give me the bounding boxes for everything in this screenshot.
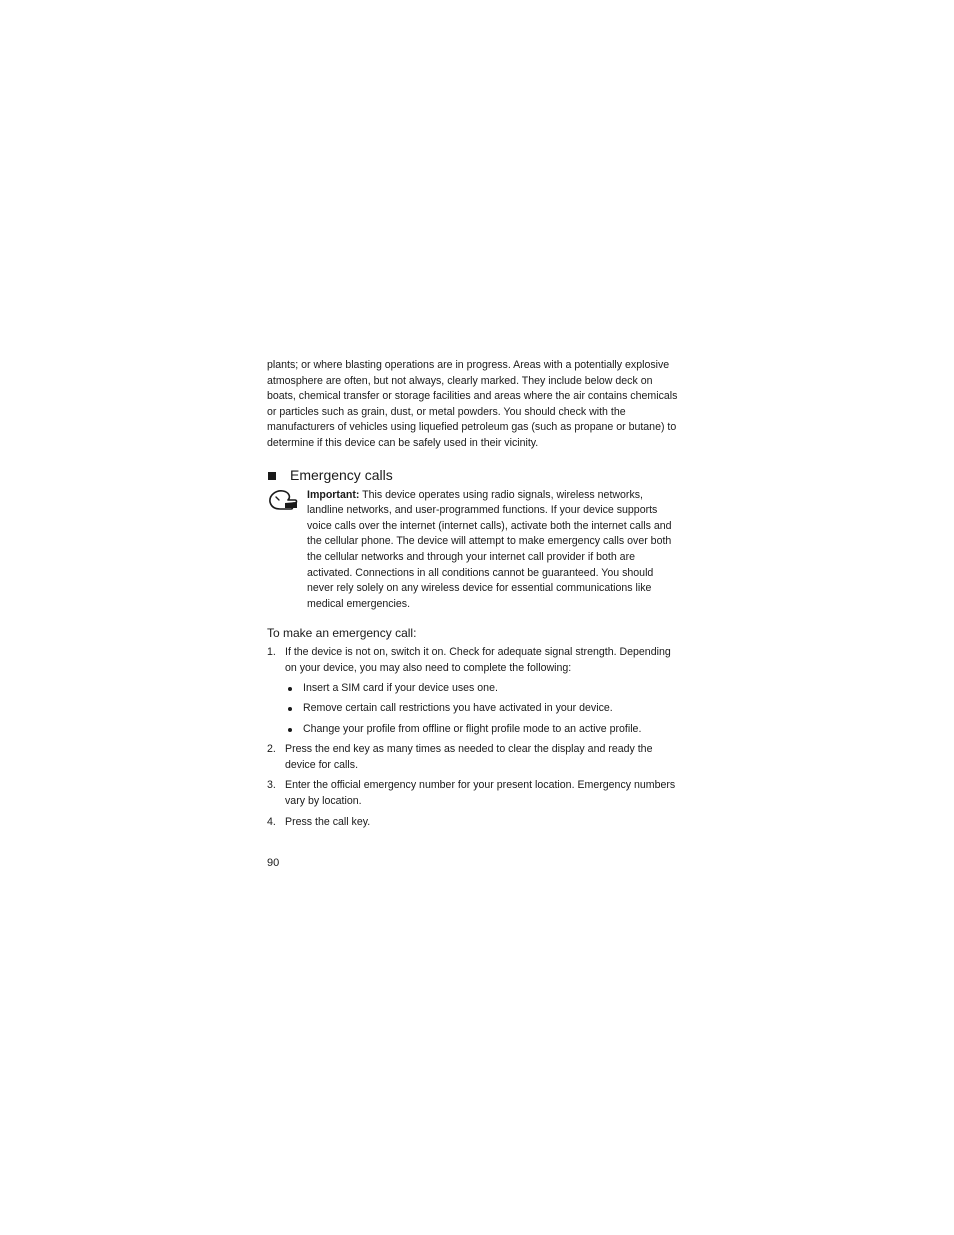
list-item xyxy=(285,722,679,738)
subitem-text: Insert a SIM card if your device uses one. xyxy=(303,681,498,694)
step-text: Enter the official emergency number for your present location. Emergency numbers vary by location. xyxy=(285,779,676,808)
section-heading xyxy=(267,466,679,486)
important-hand-icon xyxy=(267,489,299,511)
step-2 xyxy=(267,742,679,773)
step-1-subitems xyxy=(285,681,679,738)
steps-list xyxy=(267,645,679,830)
subitem-text: Change your profile from offline or flight profile mode to an active profile. xyxy=(303,722,642,735)
step-text: Press the call key. xyxy=(285,815,371,828)
step-3 xyxy=(267,778,679,809)
notice-label: Important: xyxy=(307,488,360,501)
square-bullet-icon xyxy=(268,472,276,480)
document-page xyxy=(267,358,679,835)
section-title: Emergency calls xyxy=(290,466,393,483)
subitem-text: Remove certain call restrictions you have activated in your device. xyxy=(303,702,613,715)
notice-body xyxy=(307,488,679,613)
list-item xyxy=(285,681,679,697)
procedure-heading: To make an emergency call: xyxy=(267,626,417,641)
page-number: 90 xyxy=(267,857,280,869)
step-1 xyxy=(267,645,679,737)
step-number: 1. xyxy=(267,646,276,659)
step-text: If the device is not on, switch it on. Check for adequate signal strength. Depending on your device, you may also need to complete the following: xyxy=(285,646,671,674)
step-4 xyxy=(267,815,679,831)
intro-paragraph: plants; or where blasting operations are in progress. Areas with a potentially explosive atmosphere are often, but not always, clearly marked. They include below deck on boats, chemical transfer or storage facilities and areas where the air contains chemicals or particles such as grain, dust, or metal powders. You should check with the manufacturers of vehicles using liquefied petroleum gas (such as propane or butane) to determine if this device can be safely used in their vicinity. xyxy=(267,359,678,449)
notice-text: This device operates using radio signals, wireless networks, landline networks, and user-programmed functions. If your device supports voice calls over the internet (internet calls), activate both the internet calls and the cellular phone. The device will attempt to make emergency calls over both the cellular networks and through your internet call provider if both are activated. Connections in all conditions cannot be guaranteed. You should never rely solely on any wireless device for essential communications like medical emergencies. xyxy=(307,488,672,610)
step-number: 3. xyxy=(267,779,276,792)
bullet-dot-icon xyxy=(288,728,292,732)
step-text: Press the end key as many times as needed to clear the display and ready the device for calls. xyxy=(285,743,653,771)
list-item xyxy=(285,701,679,717)
step-number: 4. xyxy=(267,815,276,828)
step-number: 2. xyxy=(267,743,276,756)
bullet-dot-icon xyxy=(288,687,292,691)
important-notice xyxy=(267,488,679,613)
bullet-dot-icon xyxy=(288,707,292,711)
